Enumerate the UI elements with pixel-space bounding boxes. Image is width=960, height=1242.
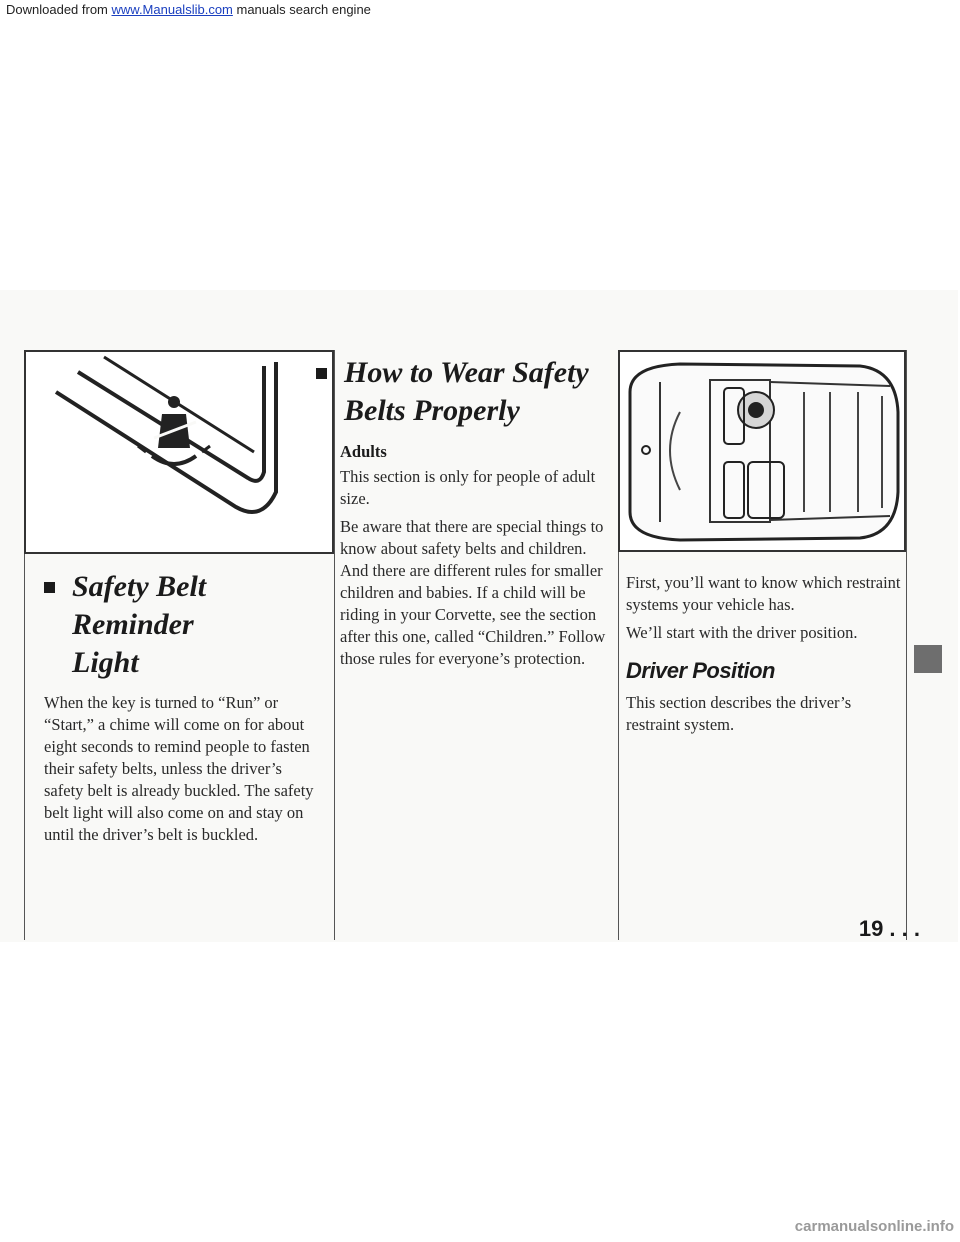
manual-page [0, 290, 958, 942]
header-suffix: manuals search engine [232, 2, 371, 17]
column-3 [626, 572, 902, 742]
header-prefix: Downloaded from [6, 2, 112, 17]
seatbelt-light-figure [24, 350, 334, 554]
section-heading-safety-belt-reminder [44, 568, 324, 682]
subheading-adults: Adults [340, 442, 387, 461]
heading-line-2: Belts Properly [344, 394, 520, 427]
adults-paragraph-1: This section is only for people of adult size. [340, 467, 596, 508]
car-top-view-icon [620, 352, 904, 550]
driver-restraint-paragraph: This section describes the driver’s restraint system. [626, 693, 852, 734]
bullet-square-icon [44, 582, 55, 593]
restraint-paragraph: First, you’ll want to know which restraint systems your vehicle has. [626, 573, 901, 614]
download-header [0, 0, 960, 20]
seatbelt-reminder-icon [26, 352, 332, 552]
driver-position-heading: Driver Position [626, 658, 775, 683]
heading-line-2: Light [72, 646, 139, 679]
adults-paragraph-2: Be aware that there are special things to know about safety belts and children. And there are different rules for smaller children and babies. If a child will be riding in your Corvette, see the section after this one, called “Children.” Follow those rules for everyone’s protection. [340, 517, 606, 668]
watermark: carmanualsonline.info [794, 1218, 954, 1235]
column-2 [316, 354, 606, 676]
section-thumb-tab [914, 645, 942, 673]
column-1 [44, 568, 324, 852]
heading-line-1: Safety Belt Reminder [72, 570, 207, 641]
heading-line-1: How to Wear Safety [344, 356, 589, 389]
manualslib-link[interactable]: www.Manualslib.com [111, 2, 233, 17]
driver-start-paragraph: We’ll start with the driver position. [626, 623, 858, 642]
car-top-view-figure [618, 350, 906, 552]
page-number: 19 . . . [858, 916, 920, 941]
right-border-rule [906, 350, 907, 940]
reminder-paragraph: When the key is turned to “Run” or “Start,” a chime will come on for about eight seconds to remind people to fasten their safety belts, unless the driver’s safety belt is already buckled. The safety belt light will also come on and stay on until the driver’s belt is buckled. [44, 693, 314, 844]
section-heading-how-to-wear [316, 354, 606, 430]
footer-bar [0, 1218, 960, 1238]
bullet-square-icon [316, 368, 327, 379]
